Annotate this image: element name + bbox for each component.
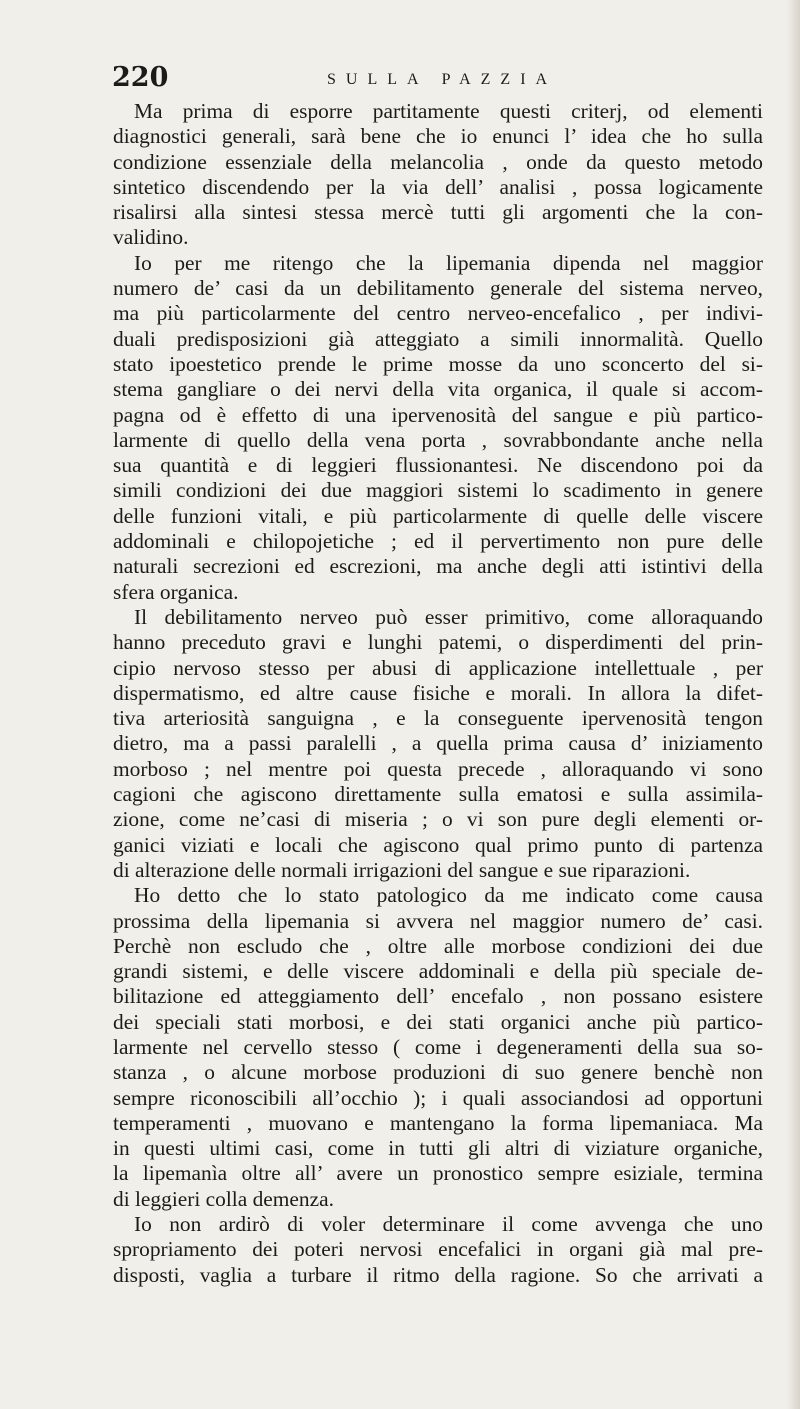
text-line: cipio nervoso stesso per abusi di applicazione intellettuale , per (113, 655, 763, 680)
body-text (113, 99, 763, 1288)
text-line: ganici viziati e locali che agiscono qual primo punto di partenza (113, 832, 763, 857)
text-line: zione, come ne’casi di miseria ; o vi son pure degli elementi or- (113, 807, 763, 832)
page-header (112, 62, 752, 102)
text-line: di leggieri colla demenza. (113, 1186, 334, 1211)
text-line: la lipemanìa oltre all’ avere un pronostico sempre esiziale, termina (113, 1161, 763, 1186)
text-line: condizione essenziale della melancolia , onde da questo metodo (113, 149, 763, 174)
text-line: Io non ardirò di voler determinare il come avvenga che uno (134, 1212, 763, 1237)
text-line: delle funzioni vitali, e più particolarmente di quelle delle viscere (113, 503, 763, 528)
text-line: larmente di quello della vena porta , sovrabbondante anche nella (113, 427, 763, 452)
text-line: dei speciali stati morbosi, e dei stati organici anche più partico- (113, 1009, 763, 1034)
text-line: cagioni che agiscono direttamente sulla ematosi e sulla assimila- (113, 782, 763, 807)
text-line: duali predisposizioni già atteggiato a simili innormalità. Quello (113, 326, 763, 351)
text-line: spropriamento dei poteri nervosi encefalici in organi già mal pre- (113, 1237, 763, 1262)
text-line: larmente nel cervello stesso ( come i degeneramenti della sua so- (113, 1034, 763, 1059)
text-line: stema gangliare o dei nervi della vita organica, il quale si accom- (113, 377, 763, 402)
text-line: Il debilitamento nerveo può esser primitivo, come alloraquando (134, 604, 763, 629)
text-line: sintetico discendendo per la via dell’ analisi , possa logicamente (113, 174, 763, 199)
text-line: Ma prima di esporre partitamente questi criterj, od elementi (134, 99, 763, 123)
text-line: prossima della lipemania si avvera nel maggior numero de’ casi. (113, 908, 763, 933)
text-line: Ho detto che lo stato patologico da me indicato come causa (134, 883, 763, 908)
text-line: stato ipoestetico prende le prime mosse da uno sconcerto del si- (113, 351, 763, 376)
text-line: in questi ultimi casi, come in tutti gli altri di viziature organiche, (113, 1136, 763, 1161)
text-line: naturali secrezioni ed escrezioni, ma anche degli atti istintivi della (113, 554, 763, 579)
text-line: temperamenti , muovano e mantengano la forma lipemaniaca. Ma (113, 1110, 763, 1135)
text-line: hanno preceduto gravi e lunghi patemi, o disperdimenti del prin- (113, 630, 763, 655)
text-line: pagna od è effetto di una ipervenosità del sangue e più partico- (113, 402, 763, 427)
page-edge-shadow (786, 0, 800, 1409)
text-line: grandi sistemi, e delle viscere addominali e della più speciale de- (113, 959, 763, 984)
text-line: sempre riconoscibili all’occhio ); i quali associandosi ad opportuni (113, 1085, 763, 1110)
text-line: bilitazione ed atteggiamento dell’ encefalo , non possano esistere (113, 984, 763, 1009)
text-line: tiva arteriosità sanguigna , e la conseguente ipervenosità tengon (113, 706, 763, 731)
text-line: Perchè non escludo che , oltre alle morbose condizioni dei due (113, 933, 763, 958)
text-line: dispermatismo, ed altre cause fisiche e morali. In allora la difet- (113, 680, 763, 705)
running-head: SULLA PAZZIA (327, 71, 558, 88)
text-line: stanza , o alcune morbose produzioni di suo genere benchè non (113, 1060, 763, 1085)
text-line: disposti, vaglia a turbare il ritmo della ragione. So che arrivati a (113, 1262, 763, 1287)
text-line: sfera organica. (113, 579, 239, 604)
text-line: sua quantità e di leggieri flussionantesi. Ne discendono poi da (113, 453, 763, 478)
text-line: Io per me ritengo che la lipemania dipenda nel maggior (134, 250, 763, 275)
text-line: simili condizioni dei due maggiori sistemi lo scadimento in genere (113, 478, 763, 503)
text-line: morboso ; nel mentre poi questa precede , alloraquando vi sono (113, 756, 763, 781)
text-line: diagnostici generali, sarà bene che io enunci l’ idea che ho sulla (113, 124, 763, 149)
text-line: di alterazione delle normali irrigazioni del sangue e sue riparazioni. (113, 857, 691, 882)
text-line: risalirsi alla sintesi stessa mercè tutti gli argomenti che la con- (113, 200, 763, 225)
text-line: validino. (113, 225, 189, 250)
text-line: numero de’ casi da un debilitamento generale del sistema nerveo, (113, 276, 763, 301)
text-line: dietro, ma a passi paralelli , a quella prima causa d’ iniziamento (113, 731, 763, 756)
text-line: ma più particolarmente del centro nerveo-encefalico , per indivi- (113, 301, 763, 326)
text-line: addominali e chilopojetiche ; ed il pervertimento non pure delle (113, 529, 763, 554)
page-number: 220 (112, 62, 169, 93)
